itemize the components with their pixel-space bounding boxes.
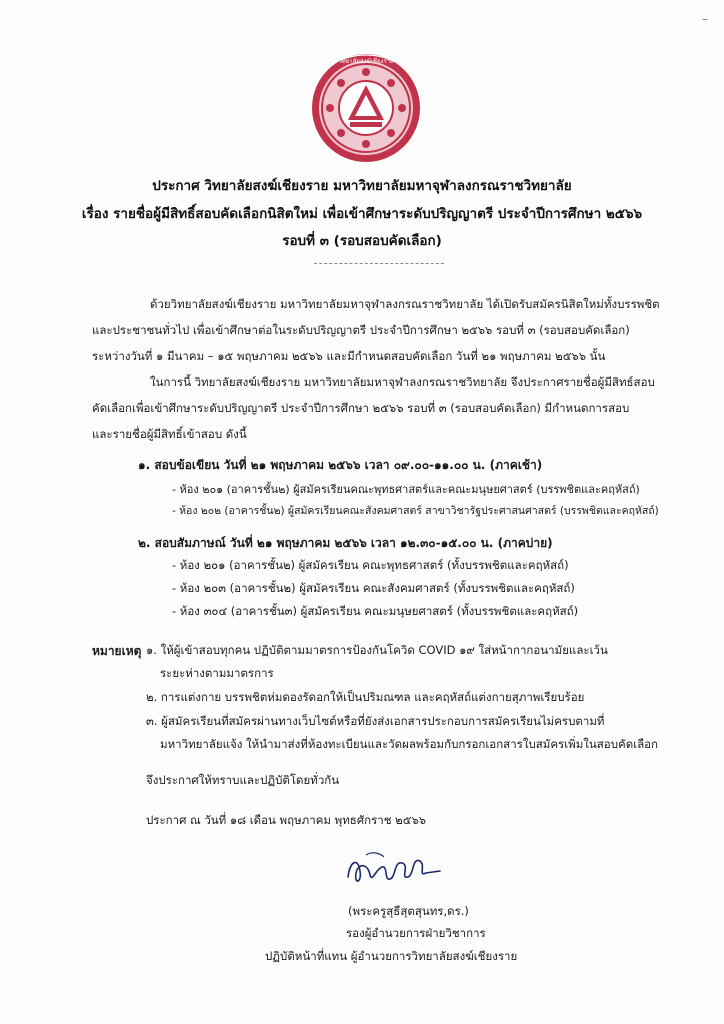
section-heading-written-exam: ๑. สอบข้อเขียน วันที่ ๒๑ พฤษภาคม ๒๕๖๖ เวลา ๐๙.๐๐-๑๑.๐๐ น. (ภาคเช้า): [138, 458, 543, 472]
paragraph-line: ด้วยวิทยาลัยสงฆ์เชียงราย มหาวิทยาลัยมหาจุฬาลงกรณราชวิทยาลัย ได้เปิดรับสมัครนิสิตใหม่ทั้งบรรพชิต: [150, 297, 660, 311]
note-line: ระยะห่างตามมาตรการ: [160, 666, 274, 680]
room-item: - ห้อง ๒๐๓ (อาคารชั้น๒) ผู้สมัครเรียน คณะสังคมศาสตร์ (ทั้งบรรพชิตและคฤหัสถ์): [172, 581, 575, 595]
title-divider: [314, 263, 444, 264]
note-line: ๓. ผู้สมัครเรียนที่สมัครผ่านทางเว็บไซต์หรือที่ยังส่งเอกสารประกอบการสมัครเรียนไม่ครบตามที่: [146, 714, 605, 728]
paragraph-line: ระหว่างวันที่ ๑ มีนาคม – ๑๕ พฤษภาคม ๒๕๖๖ และมีกำหนดสอบคัดเลือก วันที่ ๒๑ พฤษภาคม ๒๕๖๖ นั้น: [92, 349, 606, 363]
announcement-date: ประกาศ ณ วันที่ ๑๘ เดือน พฤษภาคม พุทธศักราช ๒๕๖๖: [146, 813, 427, 827]
paragraph-line: และประชาชนทั่วไป เพื่อเข้าศึกษาต่อในระดับปริญญาตรี ประจำปีการศึกษา ๒๕๖๖ รอบที่ ๓ (รอบสอบคัดเลือก): [92, 323, 630, 337]
corner-mark: –: [702, 12, 708, 26]
room-item: - ห้อง ๒๐๑ (อาคารชั้น๒) ผู้สมัครเรียน คณะพุทธศาสตร์ (ทั้งบรรพชิตและคฤหัสถ์): [172, 558, 569, 572]
announcement-round: รอบที่ ๓ (รอบสอบคัดเลือก): [282, 233, 442, 249]
seal-text: วิทยาลัยสงฆ์เชียงราย: [338, 58, 394, 65]
signatory-acting-title: ปฏิบัติหน้าที่แทน ผู้อำนวยการวิทยาลัยสงฆ์เชียงราย: [265, 949, 518, 963]
note-line: ๒. การแต่งกาย บรรพชิตห่มดองรัดอกให้เป็นปริมณฑล และคฤหัสถ์แต่งกายสุภาพเรียบร้อย: [146, 690, 585, 704]
note-line: มหาวิทยาลัยแจ้ง ให้นำมาส่งที่ห้องทะเบียนและวัดผลพร้อมกับกรอกเอกสารใบสมัครเพิ่มในสอบคัดเลือก: [160, 737, 659, 751]
handwritten-signature: [340, 843, 450, 893]
paragraph-line: และรายชื่อผู้มีสิทธิ์เข้าสอบ ดังนี้: [92, 427, 247, 441]
signatory-position: รองผู้อำนวยการฝ่ายวิชาการ: [346, 926, 486, 940]
closing-text: จึงประกาศให้ทราบและปฏิบัติโดยทั่วกัน: [146, 773, 340, 787]
notes-label: หมายเหตุ: [92, 644, 142, 658]
note-line: ๑. ให้ผู้เข้าสอบทุกคน ปฏิบัติตามมาตรการป้องกันโควิด COVID ๑๙ ใส่หน้ากากอนามัยและเว้น: [146, 643, 608, 657]
section-heading-interview: ๒. สอบสัมภาษณ์ วันที่ ๒๑ พฤษภาคม ๒๕๖๖ เวลา ๑๒.๓๐-๑๕.๐๐ น. (ภาคบ่าย): [138, 536, 553, 550]
paragraph-line: ในการนี้ วิทยาลัยสงฆ์เชียงราย มหาวิทยาลัยมหาจุฬาลงกรณราชวิทยาลัย จึงประกาศรายชื่อผู้มีสิทธ์สอบ: [150, 375, 655, 389]
college-seal-logo: [310, 52, 422, 164]
announcement-subject: เรื่อง รายชื่อผู้มีสิทธิ์สอบคัดเลือกนิสิตใหม่ เพื่อเข้าศึกษาระดับปริญญาตรี ประจำปีการศึกษา ๒๕๖๖: [81, 206, 643, 222]
room-item: - ห้อง ๒๐๑ (อาคารชั้น๒) ผู้สมัครเรียนคณะพุทธศาสตร์และคณะมนุษยศาสตร์ (บรรพชิตและคฤหัสถ์): [172, 483, 640, 496]
room-item: - ห้อง ๓๐๔ (อาคารชั้น๓) ผู้สมัครเรียน คณะมนุษยศาสตร์ (ทั้งบรรพชิตและคฤหัสถ์): [172, 604, 579, 618]
signatory-name: (พระครูสุธีสุตสุนทร,ดร.): [348, 904, 469, 918]
room-item: - ห้อง ๒๐๒ (อาคารชั้น๒) ผู้สมัครเรียนคณะสังคมศาสตร์ สาขาวิชารัฐประศาสนศาสตร์ (บรรพชิตและคฤหัสถ์): [172, 505, 659, 517]
announcement-title: ประกาศ วิทยาลัยสงฆ์เชียงราย มหาวิทยาลัยมหาจุฬาลงกรณราชวิทยาลัย: [152, 178, 572, 194]
paragraph-line: คัดเลือกเพื่อเข้าศึกษาระดับปริญญาตรี ประจำปีการศึกษา ๒๕๖๖ รอบที่ ๓ (รอบสอบคัดเลือก) มีกำหนดการสอบ: [92, 401, 630, 415]
